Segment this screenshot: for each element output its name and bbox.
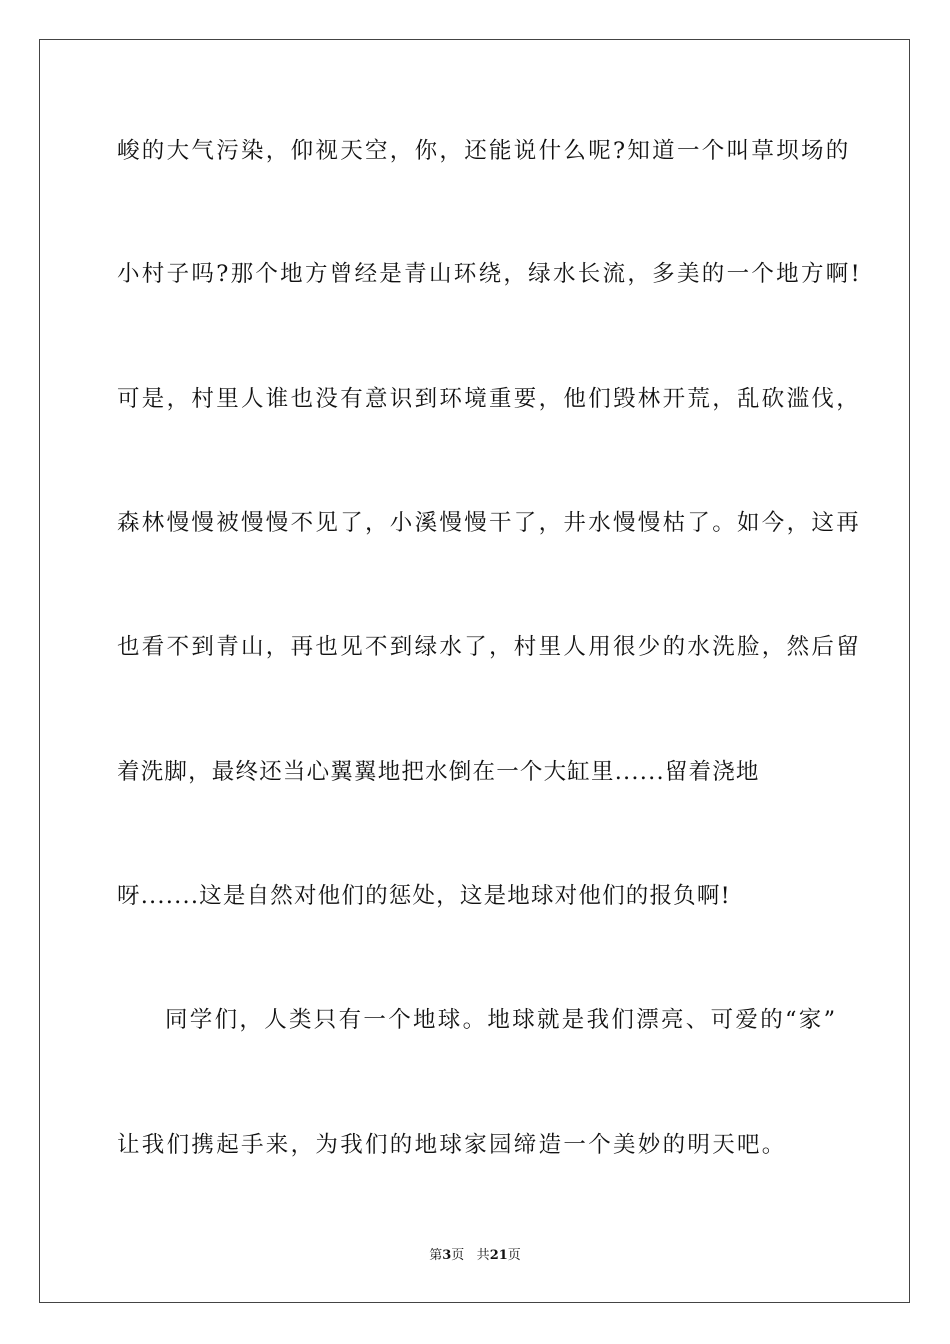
total-pages-number: 21	[489, 1248, 508, 1263]
current-page-number: 3	[442, 1248, 452, 1263]
total-suffix: 页	[507, 1248, 521, 1263]
body-line-4: 森林慢慢被慢慢不见了，小溪慢慢干了，井水慢慢枯了。如今，这再	[117, 510, 862, 536]
body-line-1: 峻的大气污染，仰视天空，你，还能说什么呢?知道一个叫草坝场的	[117, 138, 851, 164]
body-line-2: 小村子吗?那个地方曾经是青山环绕，绿水长流，多美的一个地方啊!	[117, 261, 862, 287]
page-border	[39, 39, 910, 1303]
page-suffix: 页	[451, 1248, 465, 1263]
paragraph-2-line-2: 让我们携起手来，为我们的地球家园缔造一个美妙的明天吧。	[117, 1132, 787, 1158]
page-prefix: 第	[429, 1248, 443, 1263]
body-line-5: 也看不到青山，再也见不到绿水了，村里人用很少的水洗脸，然后留	[117, 634, 862, 660]
body-line-3: 可是，村里人谁也没有意识到环境重要，他们毁林开荒，乱砍滥伐，	[117, 386, 862, 412]
total-prefix: 共	[476, 1248, 490, 1263]
body-line-6: 着洗脚，最终还当心翼翼地把水倒在一个大缸里......留着浇地	[117, 759, 760, 785]
page-footer	[0, 1247, 950, 1265]
body-line-7: 呀.......这是自然对他们的惩处，这是地球对他们的报负啊!	[117, 883, 731, 909]
paragraph-2-line-1: 同学们，人类只有一个地球。地球就是我们漂亮、可爱的“家”	[165, 1007, 838, 1033]
